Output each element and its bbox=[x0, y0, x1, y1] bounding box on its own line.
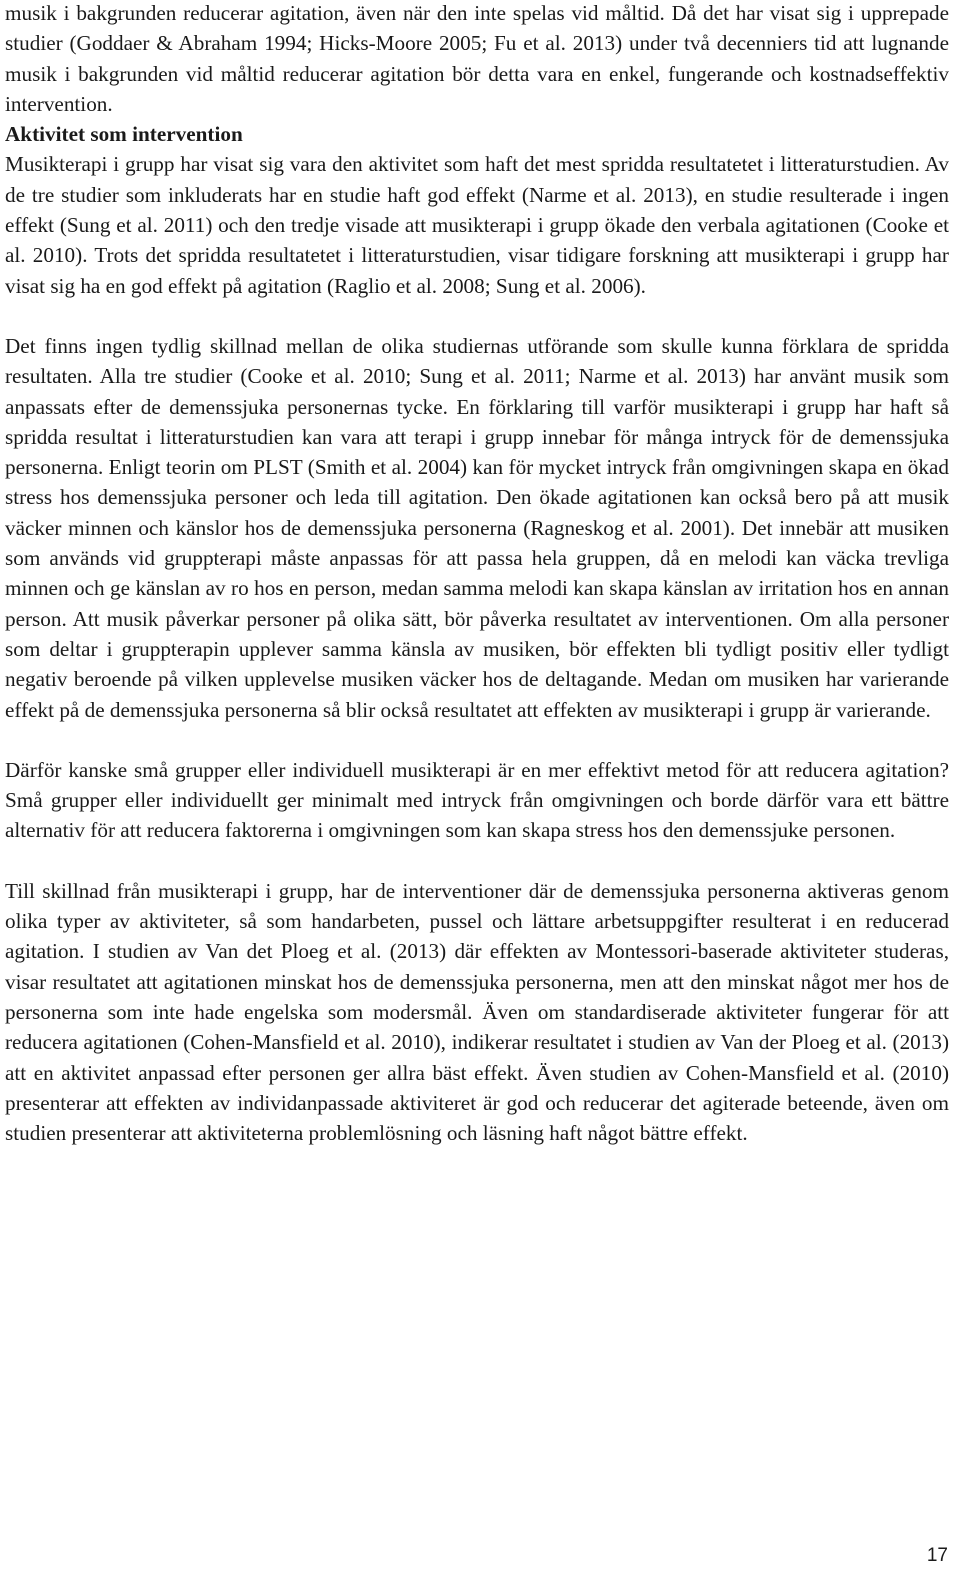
section-heading: Aktivitet som intervention bbox=[5, 122, 243, 147]
page-number: 17 bbox=[926, 1545, 948, 1566]
paragraph-activities: Till skillnad från musikterapi i grupp, har de interventioner där de demenssjuka personerna aktiveras genom olika typer av aktiviteter, så som handarbeten, pussel och lättare arbetsuppgifter resulterat i en reducerad agitation. I studien av Van det Ploeg et al. (2013) där effekten av Montessori-baserade aktiviteter studeras, visar resultatet att agitationen minskat hos de demenssjuka personerna, men att den minskat något mer hos de personerna som inte hade engelska som modersmål. Även om standardiserade aktiviteter fungerar för att reducera agitationen (Cohen-Mansfield et al. 2010), indikerar resultatet i studien av Van der Ploeg et al. (2013) att en aktivitet anpassad efter personen ger allra bäst effekt. Även studien av Cohen-Mansfield et al. (2010) presenterar att effekten av individanpassade aktiviteret är god och reducerar det agiterade beteende, även om studien presenterar att aktiviteterna problemlösning och läsning haft något bättre effekt. bbox=[5, 878, 949, 1146]
paragraph-small-groups: Därför kanske små grupper eller individuell musikterapi är en mer effektivt metod för att reducera agitation? Små grupper eller individuellt ger minimalt med intryck från omgivningen och borde därför vara ett bättre alternativ för att reducera faktorerna i omgivningen som kan skapa stress hos den demenssjuke personen. bbox=[5, 757, 949, 843]
paragraph-intro: musik i bakgrunden reducerar agitation, även när den inte spelas vid måltid. Då det har visat sig i upprepade studier (Goddaer & Abraham 1994; Hicks-Moore 2005; Fu et al. 2013) under två decenniers tid att lugnande musik i bakgrunden vid måltid reducerar agitation bör detta vara en enkel, fungerande och kostnadseffektiv intervention. bbox=[5, 1, 949, 116]
document-body bbox=[5, 0, 949, 1148]
paragraph-explanation: Det finns ingen tydlig skillnad mellan de olika studiernas utförande som skulle kunna förklara de spridda resultaten. Alla tre studier (Cooke et al. 2010; Sung et al. 2011; Narme et al. 2013) har använt musik som anpassats efter de demenssjuka personernas tycke. En förklaring till varför musikterapi i grupp har haft så spridda resultat i litteraturstudien kan vara att terapi i grupp innebar för många intryck för de demenssjuka personerna. Enligt teorin om PLST (Smith et al. 2004) kan för mycket intryck från omgivningen skapa en ökad stress hos demenssjuka personer och leda till agitation. Den ökade agitationen kan också bero på att musik väcker minnen och känslor hos de demenssjuka personerna (Ragneskog et al. 2001). Det innebär att musiken som används vid gruppterapi måste anpassas för att passa hela gruppen, då en melodi kan väcka trevliga minnen och ge känslan av ro hos en person, medan samma melodi kan skapa känslan av irritation hos en annan person. Att musik påverkar personer på olika sätt, bör påverka resultatet av interventionen. Om alla personer som deltar i gruppterapin upplever samma känsla av musiken, bör effekten bli tydligt positiv eller tydligt negativ beroende på vilken upplevelse musiken väcker hos de deltagande. Medan om musiken har varierande effekt på de demenssjuka personerna så blir också resultatet att effekten av musikterapi i grupp är varierande. bbox=[5, 333, 949, 722]
paragraph-group-music-therapy: Musikterapi i grupp har visat sig vara den aktivitet som haft det mest spridda resultatetet i litteraturstudien. Av de tre studier som inkluderats har en studie haft god effekt (Narme et al. 2013), en studie resulterade i ingen effekt (Sung et al. 2011) och den tredje visade att musikterapi i grupp ökade den verbala agitationen (Cooke et al. 2010). Trots det spridda resultatetet i litteraturstudien, visar tidigare forskning att musikterapi i grupp har visat sig ha en god effekt på agitation (Raglio et al. 2008; Sung et al. 2006). bbox=[5, 152, 949, 298]
